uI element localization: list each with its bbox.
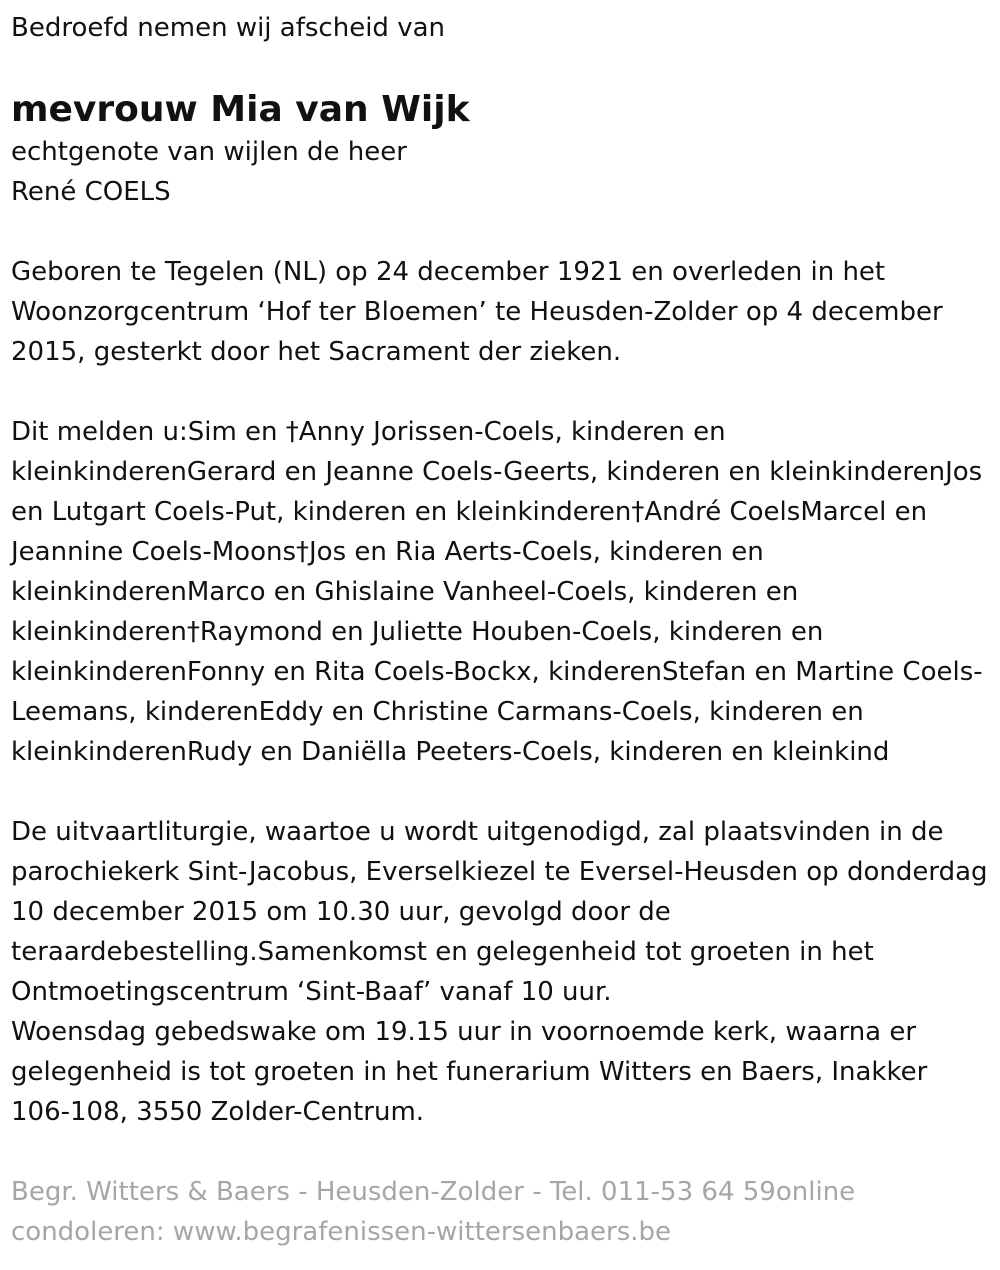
spouse-line-2: René COELS xyxy=(11,177,171,207)
family-paragraph: Dit melden u:Sim en †Anny Jorissen-Coels, kinderen en kleinkinderenGerard en Jeanne Coels-Geerts, kinderen en kleinkinderenJos en Lutgart Coels-Put, kinderen en kleinkinderen†André CoelsMarcel en Jeannine Coels-Moons†Jos en Ria Aerts-Coels, kinderen en kleinkinderenMarco en Ghislaine Vanheel-Coels, kinderen en kleinkinderen†Raymond en Juliette Houben-Coels, kinderen en kleinkinderenFonny en Rita Coels-Bockx, kinderenStefan en Martine Coels-Leemans, kinderenEddy en Christine Carmans-Coels, kinderen en kleinkinderenRudy en Daniëlla Peeters-Coels, kinderen en kleinkind xyxy=(11,417,983,767)
birth-death-paragraph: Geboren te Tegelen (NL) op 24 december 1921 en overleden in het Woonzorgcentrum ‘Hof ter Bloemen’ te Heusden-Zolder op 4 december 2015, gesterkt door het Sacrament der zieken. xyxy=(11,257,943,367)
spouse-line-1: echtgenote van wijlen de heer xyxy=(11,137,407,167)
intro-text: Bedroefd nemen wij afscheid van xyxy=(11,13,445,43)
wake-paragraph: Woensdag gebedswake om 19.15 uur in voornoemde kerk, waarna er gelegenheid is tot groeten in het funerarium Witters en Baers, Inakker 106-108, 3550 Zolder-Centrum. xyxy=(11,1017,928,1127)
deceased-name: mevrouw Mia van Wijk xyxy=(11,89,470,130)
funeral-home-footer: Begr. Witters & Baers - Heusden-Zolder - Tel. 011-53 64 59online condoleren: www.begrafenissen-wittersenbaers.be xyxy=(11,1177,856,1247)
funeral-paragraph: De uitvaartliturgie, waartoe u wordt uitgenodigd, zal plaatsvinden in de parochiekerk Sint-Jacobus, Everselkiezel te Eversel-Heusden op donderdag 10 december 2015 om 10.30 uur, gevolgd door de teraardebestelling.Samenkomst en gelegenheid tot groeten in het Ontmoetingscentrum ‘Sint-Baaf’ vanaf 10 uur. xyxy=(11,817,988,1007)
